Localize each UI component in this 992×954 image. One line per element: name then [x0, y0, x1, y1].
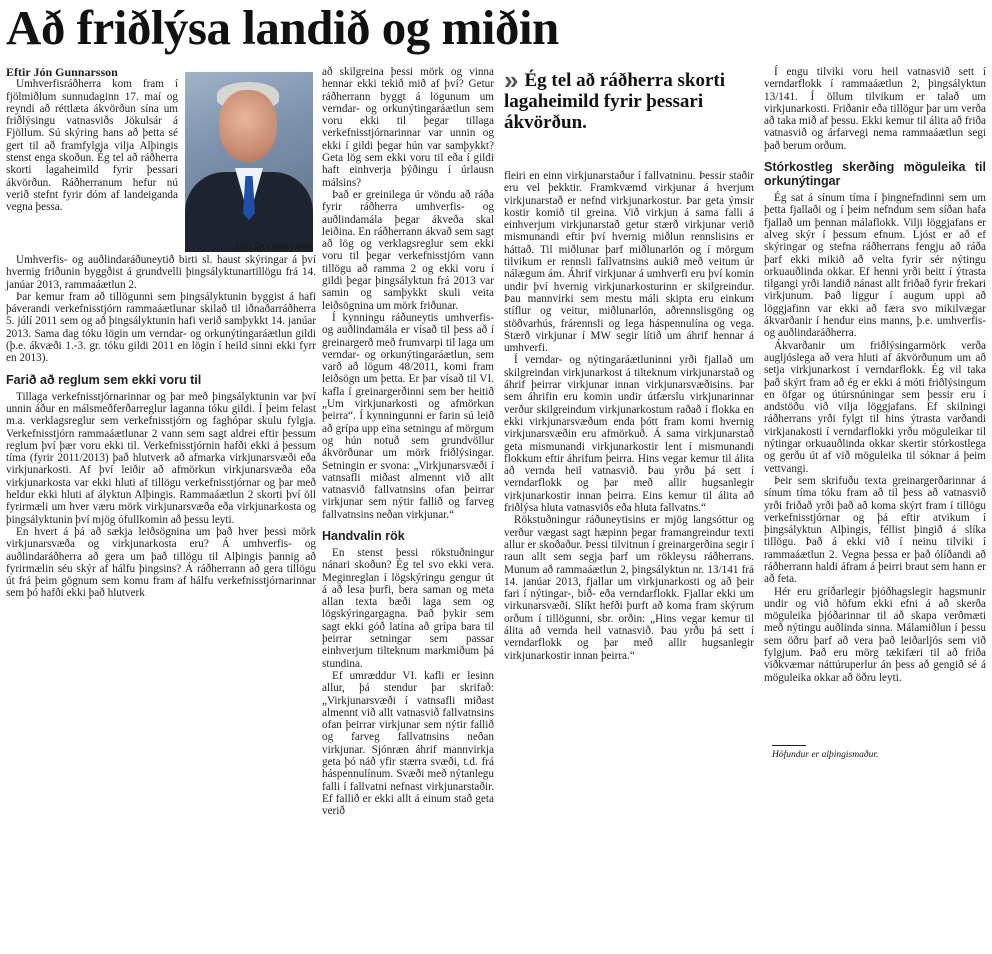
paragraph: Í kynningu ráðuneytis umhverfis- og auðlindamála er vísað til þess að í greinargerð með frumvarpi til laga um verndar- og orkunýtingaráætlun, sem varð að lögum 48/2011, komi fram leiðsögn um þetta. Er þar vísað til VI. kafla í greinargerðinni sem ber heitið „Um virkjunarkosti og afmörkun þeirra“. Í kynningunni er farin sú leið að grípa upp eina setningu af mörgum og hún notuð sem grundvöllur ákvörðunar um mörk friðlýsingar. Setningin er svona: „Virkjunarsvæði í vatnsafli miðast almennt við allt vatnasvið fallvatnsins ofan þeirrar virkjunar sem nýtir fallið og farveg fallvatnsins neðan virkjunar.“	[322, 311, 494, 521]
headline: Að friðlýsa landið og miðin	[6, 0, 559, 55]
paragraph: Í engu tilviki voru heil vatnasvið sett í verndarflokk í rammaáætlun 2, þingsályktun 13/141. Í öllum tilvikum er talað um virkjunarkosti. Friðanir eða tillögur þar um verða að taka mið af þessu. Ekki kemur til álita að friða vatnasvið og árfarvegi nema rammaáætlun segi það berum orðum.	[764, 66, 986, 152]
pull-quote-text: Ég tel að ráðherra skorti lagaheimild fyrir þessari ákvörðun.	[504, 70, 725, 133]
paragraph: Ég sat á sínum tíma í þingnefndinni sem um þetta fjallaði og í þeim nefndum sem síðan hafa fjallað um þennan málaflokk. Vilji löggjafans er alveg skýr í þessum efnum. Ljóst er að ef skýringar og stefna ráðherrans fengju að ráða þarf ekki mikið að velta fyrir sér nýtingu orkuauðlinda okkar. Ef henni yrði beitt í ýtrasta tilgangi yrði landið nánast allt friðað fyrir frekari virkjunum. Það liggur í augum uppi að löggjafinn var ekki að færa svo mikilvægar ákvarðanir í hendur eins manns, þ.e. umhverfis- og auðlindaráðherra.	[764, 192, 986, 340]
paragraph: Tillaga verkefnisstjórnarinnar og þar með þingsályktunin var því unnin áður en málsmeðferðarreglur laganna tóku gildi. Í þeim felast m.a. verklagsreglur sem verkefnisstjórn og faghópar skulu fylgja. Verkefnisstjórn rammaáætlunar 2 vann sem sagt aldrei eftir þessum reglum því þær voru ekki til. Verkefnisstjórnin hafði ekki á þessum tíma (fyrir 2011/2013) það hlutverk að afmarka virkjunarsvæði eða virkjunarkosti. Af því leiðir að afmörkun virkjunarsvæða eða virkjunarkosta var ekki hluti af tillögu verkefnisstjórnar og þar með heldur ekki hluti af ályktun Alþingis. Rammaáætlun 2 skorti því öll fyrirmæli um hver væru mörk virkjunarsvæða eða virkjunarkosta og þingsályktunin því mjög ófullkomin að þessu leyti.	[6, 390, 316, 526]
paragraph: Umhverfisráðherra kom fram í fjölmiðlum sunnudaginn 17. maí og reyndi að réttlæta ákvörðun sína um friðlýsingu vatnasviðs Jökulsár á Fjöllum. Sú skýring hans að þetta sé gert til að framfylgja vilja Alþingis stenst enga skoðun. Ég tel að ráðherra skorti lagaheimild fyrir þessari ákvörðun. Ráðherranum hefur nú verið stefnt fyrir dóm af landeiganda vegna þessa.	[6, 78, 178, 214]
paragraph: Umhverfis- og auðlindaráðuneytið birti sl. haust skýringar á því hvernig friðunin byggðist á grundvelli þingsályktunartillögu frá 14. janúar 2013, rammaáætlun 2.	[6, 254, 316, 291]
paragraph: Það er greinilega úr vöndu að ráða fyrir ráðherra umhverfis- og auðlindamála þegar ákveða skal leiðina. En ráðherrann ákvað sem sagt að lög og verklagsreglur sem ekki voru til þegar verkefnisstjórn vann tillögu að ramma 2 og ekki voru í gildi þegar þingsályktun frá 2013 var samin og samþykkt skuli veita leiðsögnina um mörk friðunar.	[322, 188, 494, 312]
col1-body	[6, 78, 178, 213]
column-4	[764, 66, 986, 741]
author-photo	[185, 72, 313, 240]
paragraph: Ákvarðanir um friðlýsingarmörk verða augljóslega að vera hluti af ákvörðunum um að setja virkjunarkost í verndarflokk. Ég vil taka það skýrt fram að ég er ekki á móti friðlýsingum en öfgar og útúrsnúningar sem þessir eru í andstöðu við vilja löggjafans. Ef skilningi ráðherrans yrði fylgt til hins ýtrasta varðandi virkjanakosti í verndarflokki yrðu möguleikar til nýtingar orkuauðlinda okkar skertir stórkostlega og gerðu út af við möguleika til sóknar á þeim vettvangi.	[764, 339, 986, 475]
quote-chevron-icon: »	[504, 65, 519, 95]
subhead: Handvalin rök	[322, 528, 405, 543]
paragraph: fleiri en einn virkjunarstaður í fallvatninu. Þessir staðir eru vel þekktir. Framkvæmd virkjunar á hverjum virkjunarstað er nefnd virkjunarkostur. Þar geta ýmsir kostir komið til greina. Við virkjun á sama falli á einhverjum virkjunarstað getur stærð virkjunar verið mismunandi eftir því hvernig miðlun rennslisins er háttað. Til miðlunar þarf miðlunarlón og í mörgum tilvikum er rennsli fallvatnsins aukið með veitum úr nálægum ám. Áhrif virkjunar á umhverfi eru því komin undir því hvernig virkjunarkosturinn er skilgreindur. Þau mannvirki sem mestu máli skipta eru einkum stíflur og veitur, miðlunarlón, aðrennslisgöng og stöðvarhús, frárennsli og lega háspennulína og vega. Stærð virkjunar í MW segir lítið um áhrif hennar á umhverfi.	[504, 170, 754, 355]
paragraph: En stenst þessi rökstuðningur nánari skoðun? Ég tel svo ekki vera. Meginreglan í lögskýringu gengur út á að lesa þurfi, bera saman og meta allan texta bæði laga sem og lögskýringargagna. Það þykir sem sagt ekki góð latína að grípa bara til þeirrar setningar sem passar einhverjum tilteknum markmiðum þá stundina.	[322, 546, 494, 670]
column-2	[322, 66, 494, 818]
subhead: Farið að reglum sem ekki voru til	[6, 372, 202, 387]
paragraph: Ef umræddur VI. kafli er lesinn allur, þá stendur þar skrifað: „Virkjunarsvæði í vatnsafli miðast almennt við allt vatnasvið fallvatnsins ofan þeirrar virkjunar sem nýtir fallið og farveg fallvatnsins neðan virkjunar. Sjónræn áhrif mannvirkja geta þó náð yfir stærra svæði, t.d. frá háspennulínum. Svæði með nýtanlegu falli í fallvatni nefnast virkjunarstaðir. Ef fallið er ekki allt á einum stað geta verið	[322, 669, 494, 818]
subhead: Stórkostleg skerðing möguleika til orkunýtingar	[764, 160, 986, 189]
paragraph: Í verndar- og nýtingaráætluninni yrði fjallað um skilgreindan virkjunarkost á tilteknum virkjunarstað og áhrif þeirrar virkjunar innan virkjunarsvæðisins. Þar sem áhrifin eru komin undir útfærslu virkjunarinnar verður skilgreindum virkjunarkostum raðað í flokka en ekki virkjunarsvæðum enda þótt fram komi hvernig virkjunarsvæðin eru afmörkuð. Á sama virkjunarstað geta mismunandi virkjunarkostir lent í mismunandi flokkum eftir áhrifum þeirra. Hins vegar kemur til álita að vernda heil vatnasvið. Þau yrðu þá sett í verndarflokk og þar með allir hugsanlegir virkjunarkostir innan þeirra. Eins kemur til álita að friðlýsa hluta vatnasviðs eða hluta fallvatns.“	[504, 354, 754, 515]
paragraph: En hvert á þá að sækja leiðsögnina um það hver þessi mörk virkjunarsvæða og virkjunarkosta eru? Á umhverfis- og auðlindaráðherra að gera um það tillögu til Alþingis þannig að fyrirmælin séu skýr af hálfu þingsins? Á ráðherrann að gera tillögu út frá þeim gögnum sem komu fram af hálfu verkefnisstjórnarinnar sem þó hafði ekki það hlutverk	[6, 525, 316, 600]
column-3	[504, 170, 754, 768]
footer-rule	[772, 745, 806, 746]
pull-quote	[504, 65, 744, 133]
paragraph: að skilgreina þessi mörk og vinna hennar ekki tekið mið af því? Getur ráðherrann byggt á lögunum um verndar- og orkunýtingaráætlun sem voru ekki til þegar tillaga verkefnisstjórnarinnar var unnin og ekki í gildi þegar hún var samþykkt? Geta lög sem ekki voru til eða í gildi haft einhverja þýðingu í úrlausn málsins?	[322, 66, 494, 189]
column-1-lower	[6, 254, 316, 954]
paragraph: Rökstuðningur ráðuneytisins er mjög langsóttur og verður vægast sagt hæpinn þegar framangreindur texti allur er skoðaður. Þessi tilvitnun í greinargerðina segir í raun allt sem segja þarf um rökleysu ráðherrans. Munum að rammaáætlun 2, þingsályktun nr. 13/141 frá 14. janúar 2013, fjallar um virkjunarkosti og að þeir fari í nýtingar-, bið- eða verndarflokk. Fjallar ekki um virkunarsvæði. Slíkt hefði þurft að koma fram skýrum orðum í tillögunni, sbr. orðin: „Hins vegar kemur til álita að vernda heil vatnasvið. Þau yrðu þá sett í verndarflokk og þar með allir hugsanlegir virkjunarkostir innan þeirra.“	[504, 514, 754, 662]
author-note: Höfundur er alþingismaður.	[772, 750, 879, 760]
byline: Eftir Jón Gunnarsson	[6, 65, 118, 79]
photo-caption: Jón Gunnarsson	[233, 241, 313, 252]
paragraph: Hér eru gríðarlegir þjóðhagslegir hagsmunir undir og við höfum ekki efni á að skerða möguleika þjóðarinnar til að skapa verðmæti með nýtingu auðlinda sinna. Málamiðlun í þessu sem öðru þarf að vera það leiðarljós sem við fylgjum. Það eru mörg tækifæri til að friða viðkvæmar náttúruperlur án þess að gengið sé á möguleika okkar að öðru leyti.	[764, 585, 986, 684]
paragraph: Þar kemur fram að tillögunni sem þingsályktunin byggist á hafi þáverandi verkefnisstjórn rammaáætlunar skilað til iðnaðarráðherra 5. júlí 2011 sem og að þingsályktunin hafi verið samþykkt 14. janúar 2013. Sama dag tóku lögin um verndar- og orkunýtingaráætlun gildi (þ.e. ákvæði 1.-3. gr. tóku gildi 2011 en lögin í heild sinni ekki fyrr en 2013).	[6, 290, 316, 365]
paragraph: Þeir sem skrifuðu texta greinargerðarinnar á sínum tíma tóku fram að til þess að vatnasvið yrði friðað yrði það að koma skýrt fram í tillögu verkefnisstjórnar og þá eftir atvikum í þingsályktun Alþingis, féllist þingið á slíka tillögu. Það á ekki við í neinu tilviki í rammaáætlun 2. Vegna þessa er það ólíðandi að ráðherrann haldi áfram á þeirri braut sem hann er að feta.	[764, 474, 986, 586]
photo-face	[219, 90, 277, 162]
